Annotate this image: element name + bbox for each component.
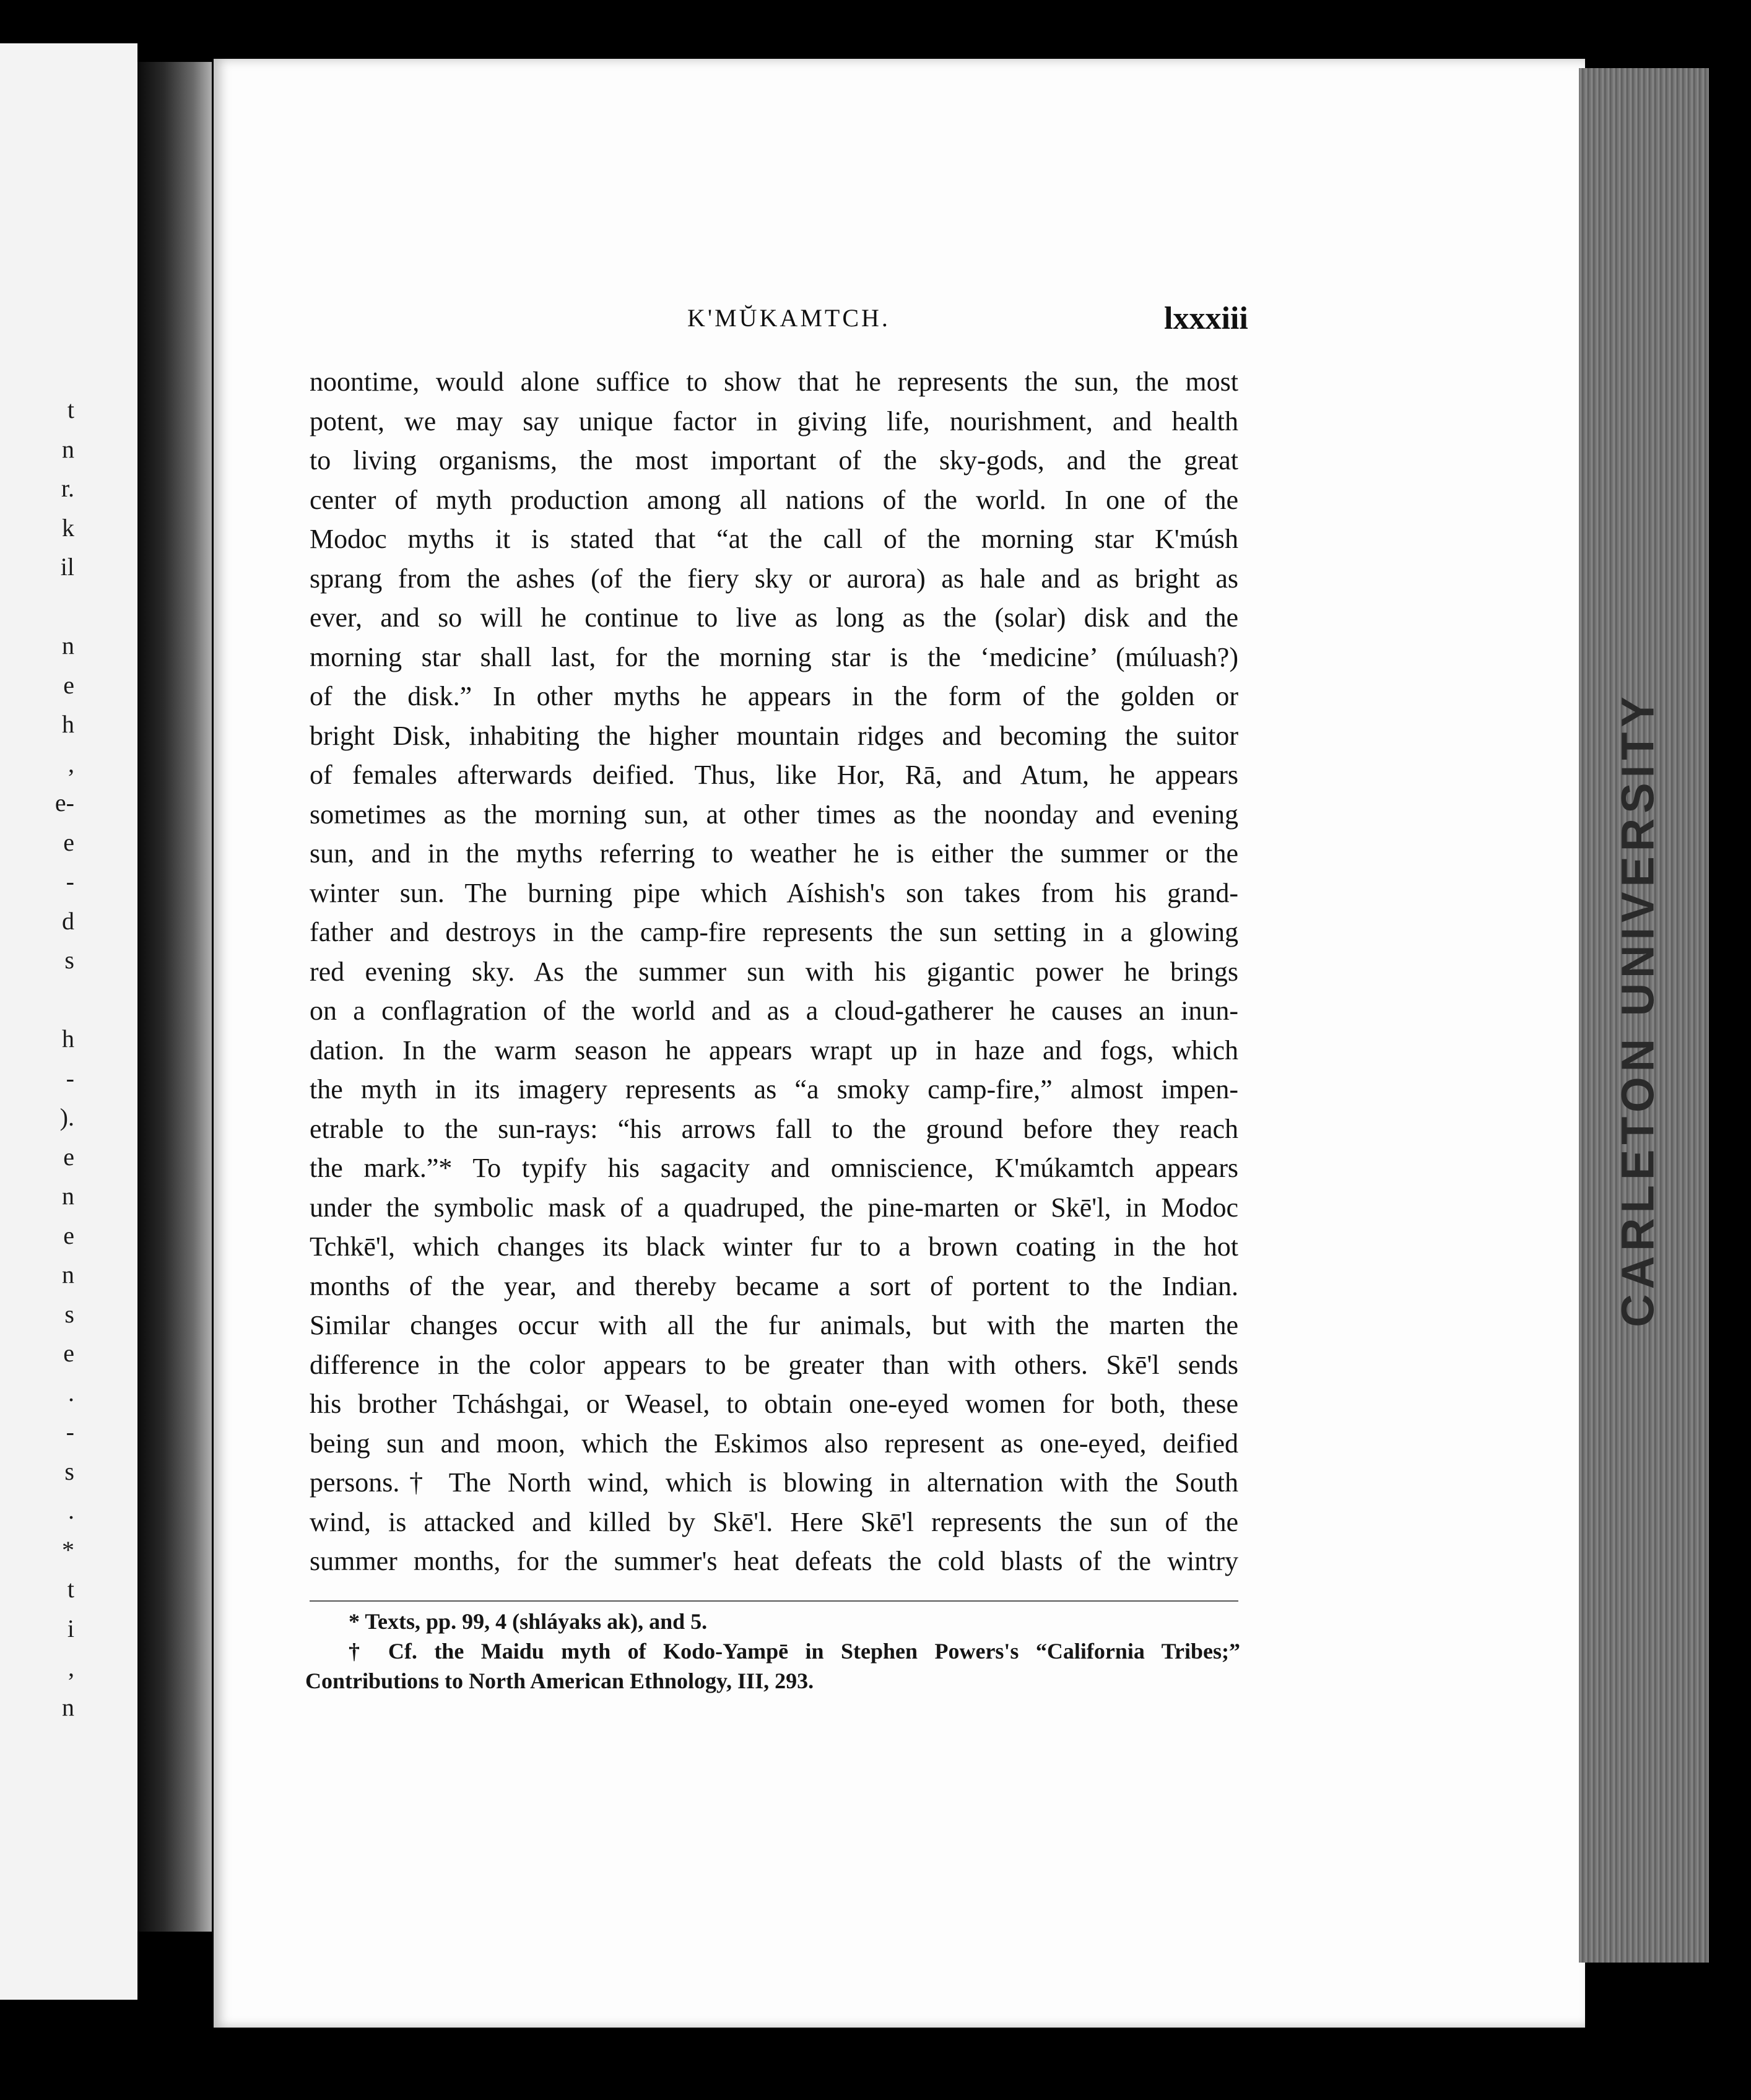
page-number: lxxxiii [1164,301,1248,336]
text-line: on a conflagration of the world and as a cloud-gatherer he causes an inun- [310,996,1238,1026]
margin-fragment: e [63,828,74,856]
text-line: of females afterwards deified. Thus, like Hor, Rā, and Atum, he appears [310,760,1238,790]
margin-fragment: n [62,1260,74,1288]
text-line: Similar changes occur with all the fur animals, but with the marten the [310,1310,1238,1340]
margin-fragment: e [63,1142,74,1171]
text-line: sometimes as the morning sun, at other times as the noonday and evening [310,799,1238,830]
margin-fragment: n [62,1693,74,1721]
library-stamp [1604,691,1672,1327]
footnote-rule [310,1600,1238,1602]
footnotes [305,1607,1240,1696]
margin-fragment [0,587,74,627]
text-line: winter sun. The burning pipe which Aíshish's son takes from his grand- [310,877,1238,908]
text-line: Tchkē'l, which changes its black winter fur to a brown coating in the hot [310,1231,1238,1262]
text-line: being sun and moon, which the Eskimos also represent as one-eyed, deified [310,1428,1238,1459]
margin-fragment: e [63,1339,74,1367]
library-stamp-text: CARLETON UNIVERSITY [1612,691,1664,1327]
text-line: wind, is attacked and killed by Skē'l. Here Skē'l represents the sun of the [310,1506,1238,1537]
footnote-continuation: Contributions to North American Ethnology, III, 293. [305,1668,814,1693]
margin-fragment: n [62,435,74,463]
text-line: difference in the color appears to be greater than with others. Skē'l sends [310,1349,1238,1380]
margin-fragment: * [62,1535,74,1564]
text-line: dation. In the warm season he appears wrapt up in haze and fogs, which [310,1035,1238,1065]
margin-fragment: n [62,631,74,659]
text-line: center of myth production among all nations of the world. In one of the [310,484,1238,515]
footnote: † Cf. the Maidu myth of Kodo-Yampē in Stephen Powers's “California Tribes;” [349,1639,1240,1664]
margin-fragment: t [67,1575,74,1603]
text-line: summer months, for the summer's heat defeats the cold blasts of the wintry [310,1546,1238,1576]
text-line: his brother Tcháshgai, or Weasel, to obtain one-eyed women for both, these [310,1389,1238,1419]
text-line: morning star shall last, for the morning star is the ‘medicine’ (múluash?) [310,641,1238,672]
text-line: etrable to the sun-rays: “his arrows fall to the ground before they reach [310,1113,1238,1144]
margin-fragment: s [64,1457,74,1485]
left-page-margin-fragments [0,390,74,1727]
text-line: sprang from the ashes (of the fiery sky or aurora) as hale and as bright as [310,563,1238,594]
margin-fragment: r. [61,474,74,502]
text-line: of the disk.” In other myths he appears in the form of the golden or [310,681,1238,711]
margin-fragment: - [66,1418,74,1446]
text-line: months of the year, and thereby became a sort of portent to the Indian. [310,1270,1238,1301]
margin-fragment: , [68,1654,74,1681]
text-line: sun, and in the myths referring to weather he is either the summer or the [310,838,1238,869]
margin-fragment: e [63,1221,74,1249]
margin-fragment: . [68,1378,74,1407]
margin-fragment: ). [59,1103,74,1131]
left-facing-page [0,43,137,2000]
margin-fragment: n [62,1182,74,1210]
text-line: the myth in its imagery represents as “a smoky camp-fire,” almost impen- [310,1074,1238,1104]
margin-fragment: il [60,553,74,581]
text-line: red evening sky. As the summer sun with his gigantic power he brings [310,956,1238,987]
margin-fragment: , [68,749,74,778]
margin-fragment: . [68,1496,74,1524]
margin-fragment: k [62,513,74,542]
text-line: potent, we may say unique factor in giving life, nourishment, and health [310,406,1238,436]
margin-fragment: e [63,670,74,699]
footnote: * Texts, pp. 99, 4 (shláyaks ak), and 5. [349,1609,708,1634]
margin-fragment: s [64,1299,74,1328]
body-text [310,362,1238,1581]
text-line: to living organisms, the most important of the sky-gods, and the great [310,445,1238,475]
running-head: K'MŬKAMTCH. [687,304,890,332]
text-line: ever, and so will he continue to live as long as the (solar) disk and the [310,602,1238,633]
margin-fragment: e- [54,789,74,817]
margin-fragment: t [67,396,74,423]
text-line: the mark.”* To typify his sagacity and omniscience, K'múkamtch appears [310,1153,1238,1183]
book-gutter-shadow [137,62,212,1932]
margin-fragment: s [64,946,74,974]
margin-fragment [0,980,74,1020]
margin-fragment: - [66,1064,74,1092]
margin-fragment: - [66,867,74,895]
text-line: noontime, would alone suffice to show that he represents the sun, the most [310,367,1238,397]
text-line: under the symbolic mask of a quadruped, the pine-marten or Skē'l, in Modoc [310,1192,1238,1223]
margin-fragment: h [62,1025,74,1052]
text-line: father and destroys in the camp-fire represents the sun setting in a glowing [310,917,1238,947]
margin-fragment: h [62,710,74,738]
text-line: persons.† The North wind, which is blowing in alternation with the South [310,1467,1238,1498]
margin-fragment: d [62,906,74,935]
margin-fragment: i [67,1614,74,1642]
text-line: bright Disk, inhabiting the higher mountain ridges and becoming the suitor [310,720,1238,751]
text-line: Modoc myths it is stated that “at the call of the morning star K'músh [310,524,1238,554]
